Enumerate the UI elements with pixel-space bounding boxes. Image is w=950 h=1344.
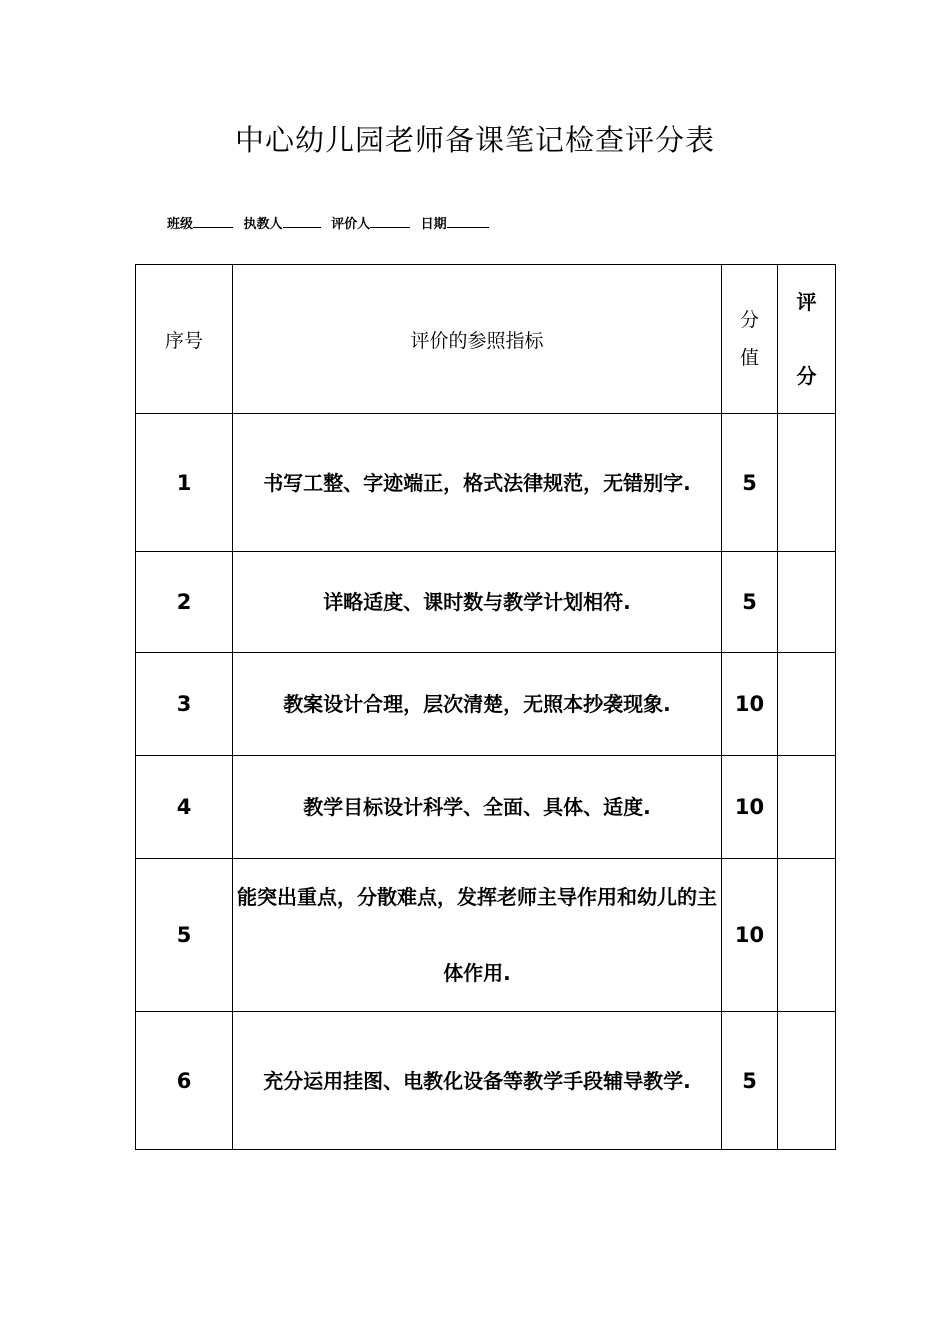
row-index: 2 [136, 552, 233, 653]
row-index: 3 [136, 653, 233, 756]
row-score-cell[interactable] [778, 414, 836, 552]
header-criteria: 评价的参照指标 [233, 265, 722, 414]
row-points: 10 [722, 859, 778, 1012]
row-score-cell[interactable] [778, 1012, 836, 1150]
row-score-cell[interactable] [778, 756, 836, 859]
row-points: 5 [722, 552, 778, 653]
form-meta-line [167, 213, 495, 232]
row-score-cell[interactable] [778, 859, 836, 1012]
header-points [722, 265, 778, 414]
teacher-blank [283, 214, 321, 228]
class-blank [193, 214, 233, 228]
header-points-line2: 值 [739, 347, 759, 369]
row-criteria: 教学目标设计科学、全面、具体、适度. [233, 756, 722, 859]
row-criteria: 充分运用挂图、电教化设备等教学手段辅导教学. [233, 1012, 722, 1150]
row-index: 1 [136, 414, 233, 552]
row-index: 6 [136, 1012, 233, 1150]
header-score-line1: 评 [796, 290, 817, 314]
table-row [136, 414, 836, 552]
table-header-row [136, 265, 836, 414]
row-score-cell[interactable] [778, 653, 836, 756]
date-label: 日期 [420, 217, 447, 232]
row-score-cell[interactable] [778, 552, 836, 653]
class-label: 班级 [167, 217, 194, 232]
row-index: 4 [136, 756, 233, 859]
header-score-line2: 分 [796, 364, 817, 388]
row-criteria: 详略适度、课时数与教学计划相符. [233, 552, 722, 653]
row-points: 5 [722, 1012, 778, 1150]
row-criteria: 能突出重点，分散难点，发挥老师主导作用和幼儿的主体作用. [233, 859, 722, 1012]
row-index: 5 [136, 859, 233, 1012]
evaluator-blank [370, 214, 410, 228]
table-row [136, 653, 836, 756]
teacher-label: 执教人 [243, 217, 283, 232]
header-score [778, 265, 836, 414]
header-index: 序号 [136, 265, 233, 414]
row-criteria: 书写工整、字迹端正，格式法律规范，无错别字. [233, 414, 722, 552]
header-points-line1: 分 [739, 309, 759, 331]
row-criteria: 教案设计合理，层次清楚，无照本抄袭现象. [233, 653, 722, 756]
row-points: 5 [722, 414, 778, 552]
date-blank [447, 214, 489, 228]
table-row [136, 1012, 836, 1150]
evaluator-label: 评价人 [331, 217, 371, 232]
table-row [136, 552, 836, 653]
table-row [136, 859, 836, 1012]
score-table [135, 264, 836, 1150]
page-title: 中心幼儿园老师备课笔记检查评分表 [234, 123, 715, 157]
row-points: 10 [722, 756, 778, 859]
row-points: 10 [722, 653, 778, 756]
table-row [136, 756, 836, 859]
